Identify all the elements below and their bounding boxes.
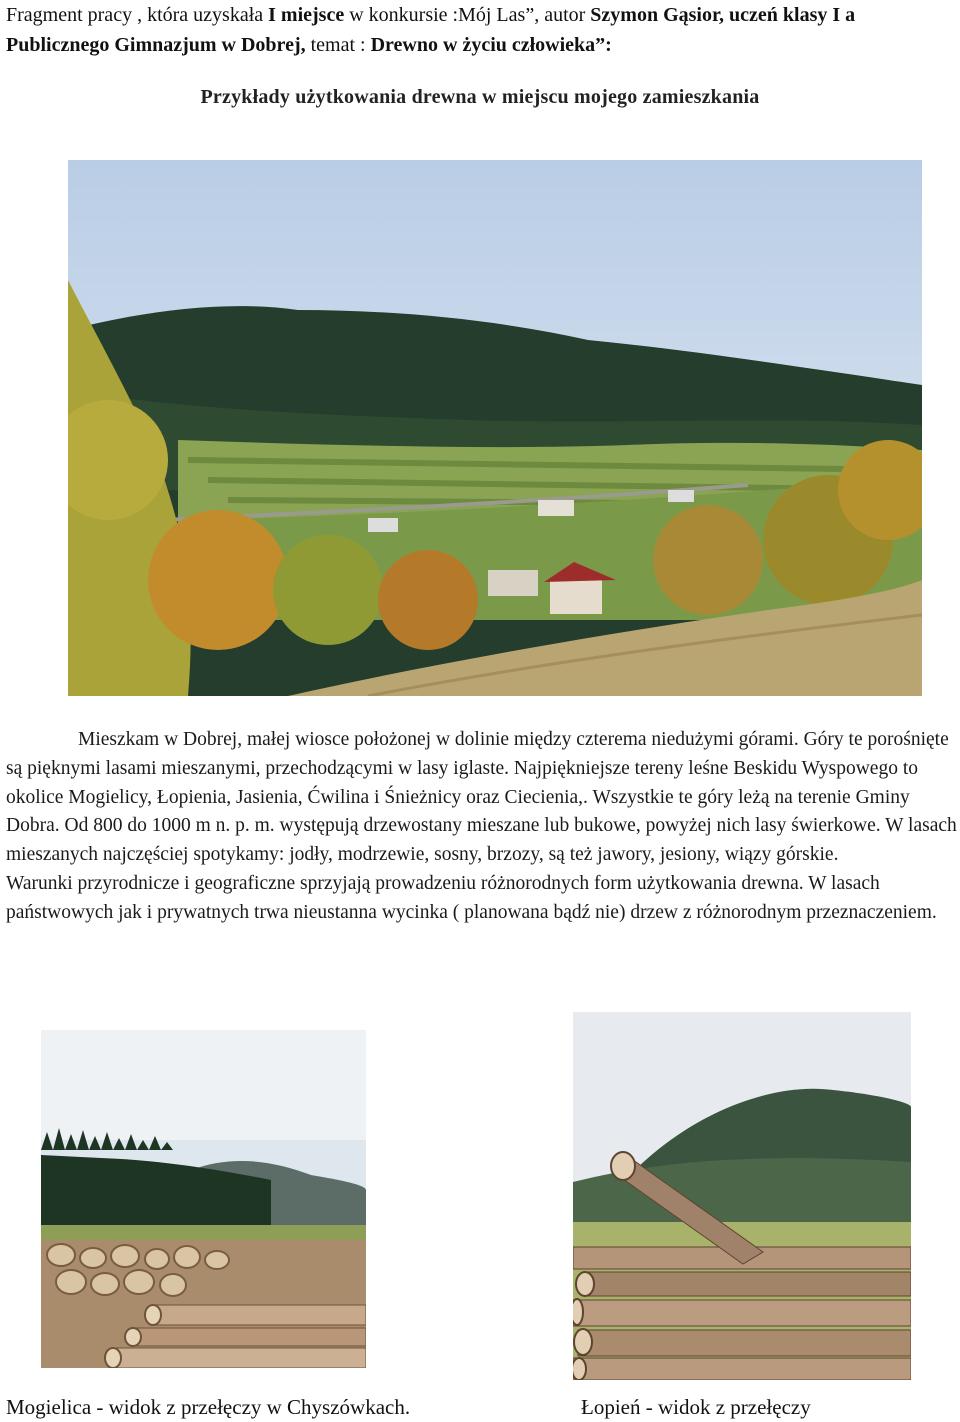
caption-mogielica: Mogielica - widok z przełęczy w Chyszówkach.: [6, 1395, 411, 1419]
village-landscape-drawing: [68, 160, 922, 696]
mogielica-logs-photo: [41, 1030, 366, 1368]
body-text: [6, 726, 958, 928]
intro-paragraph: [6, 0, 956, 60]
body-paragraph-1: Mieszkam w Dobrej, małej wiosce położonej w dolinie między czterema niedużymi górami. Góry te porośnięte są pięknymi lasami mieszanymi, przechodzącymi w lasy iglaste. Najpiękniejsze tereny leśne Beskidu Wyspowego to okolice Mogielicy, Łopienia, Jasienia, Ćwilina i Śnieżnicy oraz Ciecienia,. Wszystkie te góry leżą na terenie Gminy Dobra. Od 800 do 1000 m n. p. m. występują drzewostany mieszane lub bukowe, powyżej nich lasy świerkowe. W lasach mieszanych najczęściej spotykamy: jodły, modrzewie, sosny, brzozy, są też jawory, jesiony, wiązy górskie.: [6, 729, 957, 866]
body-paragraph-2: Warunki przyrodnicze i geograficzne sprzyjają prowadzeniu różnorodnych form użytkowania drewna. W lasach państwowych jak i prywatnych trwa nieustanna wycinka ( planowana bądź nie) drzew z różnorodnym przeznaczeniem.: [6, 872, 937, 923]
section-subtitle: Przykłady użytkowania drewna w miejscu mojego zamieszkania: [200, 86, 760, 108]
lopien-logs-photo: [573, 1012, 911, 1380]
intro-text-2: w konkursie :Mój Las”, autor: [344, 4, 591, 26]
intro-bold-2: Szymon Gąsior, uczeń klasy I a Publicznego Gimnazjum w Dobrej,: [6, 4, 856, 56]
intro-text-3: temat :: [305, 34, 371, 56]
intro-bold-1: I miejsce: [268, 4, 345, 26]
intro-bold-3: Drewno w życiu człowieka”:: [370, 34, 612, 56]
intro-text-1: Fragment pracy , która uzyskała: [6, 4, 269, 26]
village-landscape-photo: [68, 160, 922, 696]
mogielica-logs-drawing: [41, 1030, 366, 1368]
lopien-logs-drawing: [573, 1012, 911, 1380]
log-stack-left: [41, 1240, 366, 1368]
caption-lopien: Łopień - widok z przełęczy: [581, 1395, 811, 1419]
